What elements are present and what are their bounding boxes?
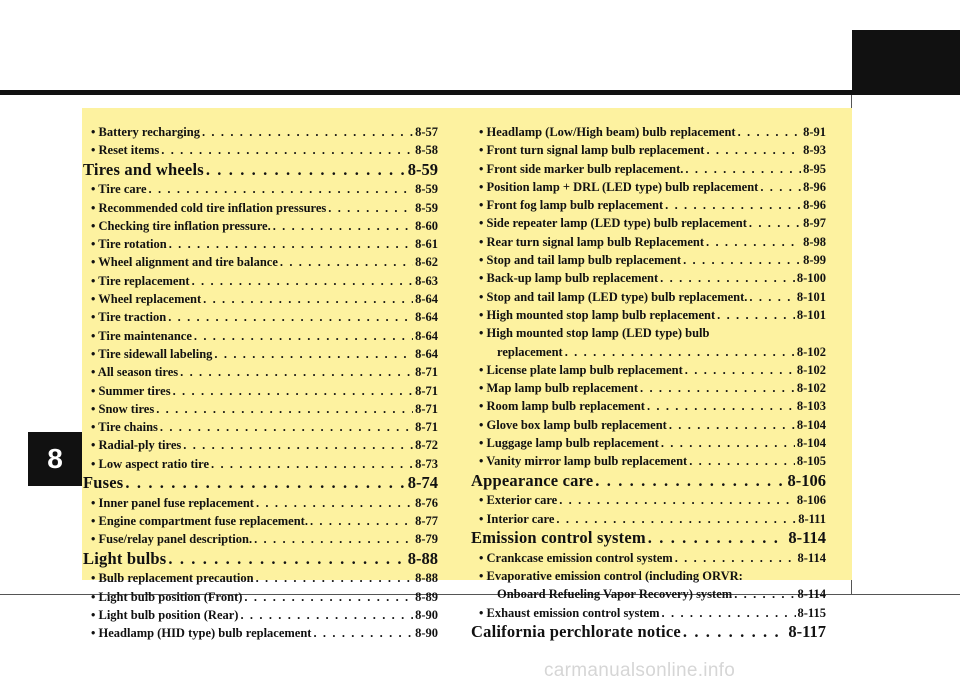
toc-entry[interactable] bbox=[471, 434, 826, 452]
toc-leader-dots bbox=[310, 512, 413, 530]
toc-page-number: 8-57 bbox=[415, 125, 438, 139]
toc-page-number: 8-64 bbox=[415, 328, 438, 343]
toc-page-number: 8-77 bbox=[415, 514, 438, 529]
toc-entry[interactable] bbox=[471, 288, 826, 306]
toc-leader-dots bbox=[661, 434, 795, 452]
toc-entry[interactable] bbox=[471, 178, 826, 196]
toc-page-number: 8-103 bbox=[796, 399, 826, 414]
toc-page-number: 8-73 bbox=[415, 456, 438, 471]
toc-entry-title: Emission control system bbox=[471, 527, 646, 547]
toc-page-number: 8-59 bbox=[415, 182, 438, 197]
toc-section-heading[interactable] bbox=[83, 473, 438, 494]
toc-entry-title: • High mounted stop lamp bulb replacement bbox=[479, 307, 716, 322]
toc-leader-dots bbox=[194, 327, 413, 345]
toc-leader-dots bbox=[240, 606, 413, 624]
toc-page-number: 8-100 bbox=[796, 271, 826, 286]
toc-leader-dots bbox=[683, 622, 787, 643]
toc-leader-dots bbox=[669, 416, 795, 434]
toc-leader-dots bbox=[662, 604, 796, 622]
toc-entry[interactable] bbox=[83, 180, 438, 198]
toc-page-number: 8-96 bbox=[803, 179, 826, 194]
toc-entry-title: Tires and wheels bbox=[83, 159, 204, 179]
toc-entry[interactable] bbox=[83, 418, 438, 436]
toc-entry-title: • Front turn signal lamp bulb replacement bbox=[479, 143, 705, 158]
toc-page-number: 8-64 bbox=[415, 310, 438, 325]
toc-entry[interactable] bbox=[83, 235, 438, 253]
toc-leader-dots bbox=[565, 343, 795, 361]
toc-entry-title: • Wheel replacement bbox=[91, 292, 202, 307]
toc-entry-title: • Position lamp + DRL (LED type) bulb replacement bbox=[479, 179, 759, 194]
toc-entry[interactable] bbox=[83, 290, 438, 308]
toc-leader-dots bbox=[183, 436, 413, 454]
toc-entry-line2 bbox=[479, 343, 826, 361]
toc-leader-dots bbox=[168, 549, 405, 570]
toc-entry[interactable] bbox=[471, 397, 826, 415]
toc-page-number: 8-96 bbox=[803, 198, 826, 213]
toc-leader-dots bbox=[734, 585, 795, 603]
toc-page-number: 8-106 bbox=[796, 493, 826, 508]
toc-page-number: 8-95 bbox=[803, 161, 826, 176]
toc-page-number: 8-101 bbox=[796, 307, 826, 322]
toc-page-number: 8-88 bbox=[415, 571, 438, 586]
toc-section-heading[interactable] bbox=[83, 160, 438, 181]
toc-entry[interactable] bbox=[83, 141, 438, 159]
toc-leader-dots bbox=[125, 473, 405, 494]
toc-entry[interactable] bbox=[83, 199, 438, 217]
toc-entry[interactable] bbox=[83, 308, 438, 326]
toc-leader-dots bbox=[738, 123, 801, 141]
toc-page-number: 8-114 bbox=[797, 587, 826, 602]
toc-entry-title: • Headlamp (HID type) bulb replacement bbox=[91, 626, 312, 641]
toc-entry-multiline[interactable] bbox=[471, 324, 826, 361]
toc-entry-title: Light bulbs bbox=[83, 548, 167, 568]
toc-entry-title: • Tire traction bbox=[91, 310, 167, 325]
toc-entry-title: • Light bulb position (Rear) bbox=[91, 607, 239, 622]
chapter-tab[interactable]: 8 bbox=[28, 432, 82, 486]
toc-entry[interactable] bbox=[83, 588, 438, 606]
contents-column-right bbox=[471, 123, 826, 642]
toc-entry[interactable] bbox=[471, 269, 826, 287]
toc-entry-title: • Tire sidewall labeling bbox=[91, 346, 213, 361]
toc-page-number: 8-114 bbox=[788, 527, 826, 547]
toc-entry-title: • Tire maintenance bbox=[91, 328, 192, 343]
toc-entry-title: • Exterior care bbox=[479, 493, 558, 508]
toc-entry-title: • Back-up lamp bulb replacement bbox=[479, 271, 659, 286]
toc-entry-title: Fuses bbox=[83, 473, 124, 493]
toc-entry[interactable] bbox=[471, 251, 826, 269]
toc-leader-dots bbox=[717, 306, 795, 324]
toc-entry[interactable] bbox=[83, 345, 438, 363]
toc-entry-title: • Luggage lamp bulb replacement bbox=[479, 436, 659, 451]
toc-entry-title: • Interior care bbox=[479, 511, 555, 526]
toc-leader-dots bbox=[640, 379, 795, 397]
toc-leader-dots bbox=[161, 141, 413, 159]
toc-entry[interactable] bbox=[83, 512, 438, 530]
toc-leader-dots bbox=[749, 214, 801, 232]
toc-entry-title: • Tire chains bbox=[91, 420, 158, 435]
toc-leader-dots bbox=[180, 363, 413, 381]
toc-entry-multiline[interactable] bbox=[471, 567, 826, 604]
toc-leader-dots bbox=[168, 308, 413, 326]
toc-entry-title: • Headlamp (Low/High beam) bulb replacement bbox=[479, 125, 736, 139]
toc-page-number: 8-104 bbox=[796, 436, 826, 451]
toc-page-number: 8-79 bbox=[415, 532, 438, 547]
toc-entry[interactable] bbox=[471, 214, 826, 232]
toc-entry-title: • Wheel alignment and tire balance bbox=[91, 255, 278, 270]
toc-entry-title: • Checking tire inflation pressure. bbox=[91, 218, 271, 233]
toc-leader-dots bbox=[706, 233, 801, 251]
toc-page-number: 8-99 bbox=[803, 253, 826, 268]
toc-leader-dots bbox=[749, 288, 794, 306]
toc-leader-dots bbox=[313, 624, 413, 642]
toc-entry[interactable] bbox=[83, 494, 438, 512]
toc-page-number: 8-58 bbox=[415, 143, 438, 158]
toc-entry[interactable] bbox=[471, 549, 826, 567]
toc-entry-title: • Fuse/relay panel description. bbox=[91, 532, 253, 547]
toc-page-number: 8-72 bbox=[415, 438, 438, 453]
toc-entry-title: • Light bulb position (Front) bbox=[91, 589, 243, 604]
toc-entry[interactable] bbox=[471, 196, 826, 214]
toc-entry[interactable] bbox=[83, 382, 438, 400]
toc-leader-dots bbox=[254, 530, 413, 548]
toc-entry-title: • Engine compartment fuse replacement. bbox=[91, 514, 308, 529]
toc-page-number: 8-59 bbox=[415, 200, 438, 215]
toc-entry[interactable] bbox=[83, 436, 438, 454]
toc-page-number: 8-74 bbox=[407, 473, 438, 493]
toc-leader-dots bbox=[173, 382, 413, 400]
toc-leader-dots bbox=[559, 491, 795, 509]
toc-page-number: 8-102 bbox=[796, 381, 826, 396]
toc-entry-title: • Inner panel fuse replacement bbox=[91, 495, 254, 510]
toc-entry-title: • Stop and tail lamp (LED type) bulb replacement. bbox=[479, 289, 748, 304]
toc-leader-dots bbox=[211, 455, 413, 473]
toc-entry-title: • Battery recharging bbox=[91, 125, 200, 139]
toc-page-number: 8-102 bbox=[796, 344, 826, 359]
toc-leader-dots bbox=[683, 251, 801, 269]
toc-entry[interactable] bbox=[83, 253, 438, 271]
toc-entry-title: • Tire care bbox=[91, 182, 147, 197]
toc-entry-title: • Exhaust emission control system bbox=[479, 605, 660, 620]
toc-page-number: 8-97 bbox=[803, 216, 826, 231]
toc-page-number: 8-98 bbox=[803, 234, 826, 249]
toc-entry-title: • Reset items bbox=[91, 143, 160, 158]
toc-entry-title-continued: Onboard Refueling Vapor Recovery) system bbox=[497, 587, 733, 602]
toc-leader-dots bbox=[160, 418, 413, 436]
toc-entry-title: • Evaporative emission control (including ORVR: bbox=[479, 568, 743, 583]
toc-leader-dots bbox=[214, 345, 413, 363]
toc-leader-dots bbox=[685, 361, 795, 379]
toc-entry[interactable] bbox=[471, 361, 826, 379]
toc-page-number: 8-71 bbox=[415, 420, 438, 435]
toc-entry[interactable] bbox=[83, 123, 438, 141]
toc-page-number: 8-101 bbox=[796, 289, 826, 304]
toc-page-number: 8-104 bbox=[796, 417, 826, 432]
watermark: carmanualsonline.info bbox=[544, 660, 736, 681]
toc-entry-title: • Room lamp bulb replacement bbox=[479, 399, 645, 414]
toc-entry-line2 bbox=[479, 585, 826, 603]
toc-page-number: 8-102 bbox=[796, 362, 826, 377]
toc-leader-dots bbox=[156, 400, 413, 418]
toc-leader-dots bbox=[169, 235, 413, 253]
toc-entry[interactable] bbox=[471, 123, 826, 141]
toc-page-number: 8-61 bbox=[415, 237, 438, 252]
toc-entry[interactable] bbox=[471, 416, 826, 434]
toc-section-heading[interactable] bbox=[471, 622, 826, 643]
toc-leader-dots bbox=[206, 160, 406, 181]
toc-entry[interactable] bbox=[83, 569, 438, 587]
toc-entry-title: • Glove box lamp bulb replacement bbox=[479, 417, 667, 432]
toc-entry-title: Appearance care bbox=[471, 470, 594, 490]
toc-leader-dots bbox=[256, 494, 413, 512]
toc-page-number: 8-90 bbox=[415, 626, 438, 641]
toc-leader-dots bbox=[660, 269, 795, 287]
toc-entry[interactable] bbox=[83, 624, 438, 642]
toc-entry[interactable] bbox=[471, 141, 826, 159]
toc-leader-dots bbox=[685, 160, 801, 178]
toc-entry-title: • Stop and tail lamp bulb replacement bbox=[479, 253, 682, 268]
toc-entry[interactable] bbox=[471, 452, 826, 470]
toc-entry[interactable] bbox=[471, 491, 826, 509]
toc-entry[interactable] bbox=[83, 400, 438, 418]
toc-entry-title: • Front side marker bulb replacement. bbox=[479, 161, 684, 176]
toc-page-number: 8-60 bbox=[415, 218, 438, 233]
toc-page-number: 8-105 bbox=[796, 454, 826, 469]
toc-entry[interactable] bbox=[471, 604, 826, 622]
toc-leader-dots bbox=[647, 397, 795, 415]
toc-page-number: 8-63 bbox=[415, 273, 438, 288]
toc-entry[interactable] bbox=[471, 233, 826, 251]
toc-page-number: 8-106 bbox=[787, 470, 826, 490]
toc-entry[interactable] bbox=[471, 160, 826, 178]
toc-entry-title: • High mounted stop lamp (LED type) bulb bbox=[479, 326, 710, 341]
header-rule bbox=[0, 90, 960, 95]
toc-leader-dots bbox=[192, 272, 414, 290]
toc-entry-title: • Recommended cold tire inflation pressures bbox=[91, 200, 327, 215]
toc-entry[interactable] bbox=[471, 510, 826, 528]
toc-leader-dots bbox=[202, 123, 413, 141]
toc-entry-title: • Summer tires bbox=[91, 383, 171, 398]
toc-entry-title: • Snow tires bbox=[91, 401, 155, 416]
toc-entry-title: • Tire rotation bbox=[91, 237, 167, 252]
toc-leader-dots bbox=[760, 178, 801, 196]
toc-leader-dots bbox=[256, 569, 413, 587]
toc-entry-title: • License plate lamp bulb replacement bbox=[479, 362, 683, 377]
toc-leader-dots bbox=[149, 180, 414, 198]
toc-entry-title: • Map lamp bulb replacement bbox=[479, 381, 639, 396]
toc-page-number: 8-89 bbox=[415, 589, 438, 604]
toc-page-number: 8-111 bbox=[798, 511, 826, 526]
toc-entry-title: • Front fog lamp bulb replacement bbox=[479, 198, 664, 213]
toc-page-number: 8-71 bbox=[415, 365, 438, 380]
toc-page-number: 8-62 bbox=[415, 255, 438, 270]
black-corner-tab bbox=[852, 30, 960, 92]
toc-entry-title: • Radial-ply tires bbox=[91, 438, 182, 453]
toc-page-number: 8-71 bbox=[415, 383, 438, 398]
toc-entry-title: • Tire replacement bbox=[91, 273, 190, 288]
toc-section-heading[interactable] bbox=[471, 528, 826, 549]
toc-page-number: 8-115 bbox=[797, 605, 826, 620]
toc-page-number: 8-64 bbox=[415, 292, 438, 307]
contents-column-left bbox=[83, 123, 438, 642]
toc-leader-dots bbox=[280, 253, 413, 271]
toc-page-number: 8-114 bbox=[797, 550, 826, 565]
toc-leader-dots bbox=[556, 510, 796, 528]
toc-section-heading[interactable] bbox=[83, 549, 438, 570]
toc-entry-title-continued: replacement bbox=[497, 344, 563, 359]
toc-entry[interactable] bbox=[83, 272, 438, 290]
toc-page-number: 8-76 bbox=[415, 495, 438, 510]
toc-page-number: 8-71 bbox=[415, 401, 438, 416]
toc-page-number: 8-88 bbox=[407, 548, 438, 568]
toc-page-number: 8-93 bbox=[803, 143, 826, 158]
toc-leader-dots bbox=[273, 217, 413, 235]
toc-leader-dots bbox=[244, 588, 413, 606]
toc-leader-dots bbox=[675, 549, 796, 567]
toc-entry-title: • Crankcase emission control system bbox=[479, 550, 673, 565]
toc-entry-title: • All season tires bbox=[91, 365, 179, 380]
toc-leader-dots bbox=[328, 199, 413, 217]
toc-leader-dots bbox=[203, 290, 413, 308]
toc-leader-dots bbox=[665, 196, 801, 214]
toc-page-number: 8-91 bbox=[803, 125, 826, 139]
toc-page-number: 8-90 bbox=[415, 607, 438, 622]
toc-entry-title: • Low aspect ratio tire bbox=[91, 456, 210, 471]
toc-entry-title: • Side repeater lamp (LED type) bulb replacement bbox=[479, 216, 747, 231]
toc-entry[interactable] bbox=[471, 306, 826, 324]
toc-leader-dots bbox=[648, 528, 787, 549]
toc-leader-dots bbox=[689, 452, 795, 470]
toc-entry[interactable] bbox=[83, 455, 438, 473]
toc-page-number: 8-117 bbox=[788, 621, 826, 641]
toc-entry-title: • Rear turn signal lamp bulb Replacement bbox=[479, 234, 704, 249]
toc-entry[interactable] bbox=[83, 363, 438, 381]
toc-page-number: 8-59 bbox=[407, 159, 438, 179]
toc-entry[interactable] bbox=[471, 379, 826, 397]
toc-page-number: 8-64 bbox=[415, 346, 438, 361]
toc-entry[interactable] bbox=[83, 606, 438, 624]
toc-entry[interactable] bbox=[83, 530, 438, 548]
toc-leader-dots bbox=[706, 141, 801, 159]
toc-section-heading[interactable] bbox=[471, 471, 826, 492]
toc-entry-title: • Vanity mirror lamp bulb replacement bbox=[479, 454, 688, 469]
toc-entry-title: California perchlorate notice bbox=[471, 621, 681, 641]
toc-entry-title: • Bulb replacement precaution bbox=[91, 571, 254, 586]
toc-leader-dots bbox=[595, 471, 785, 492]
toc-entry[interactable] bbox=[83, 217, 438, 235]
toc-entry[interactable] bbox=[83, 327, 438, 345]
